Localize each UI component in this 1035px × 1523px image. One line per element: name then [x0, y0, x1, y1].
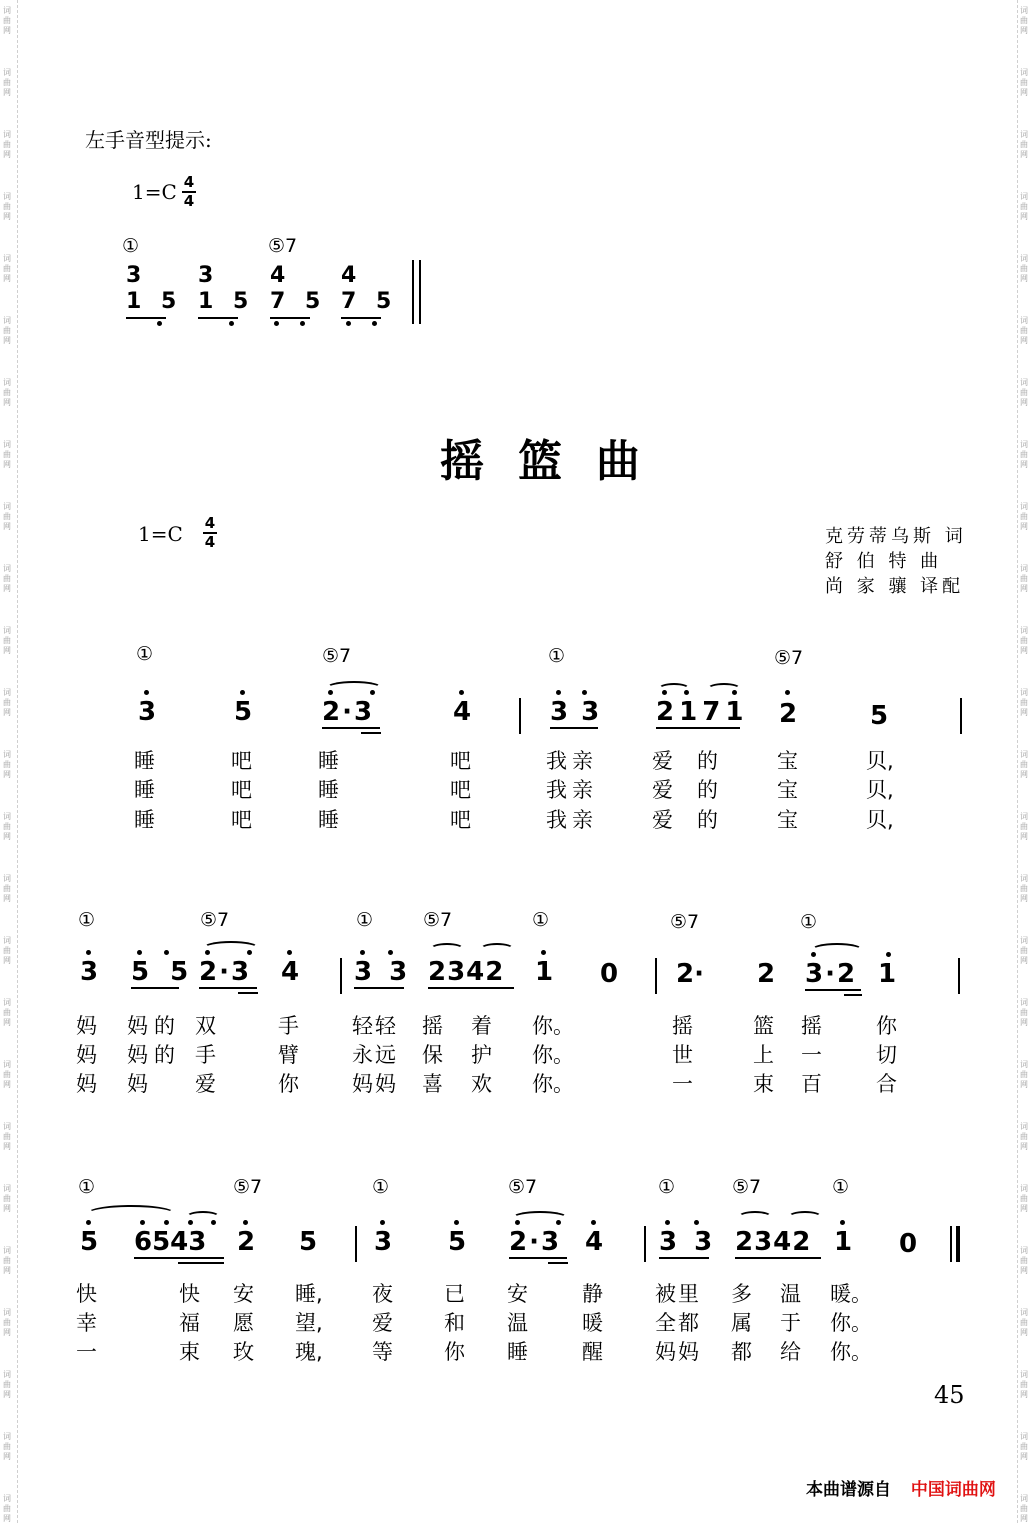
- lyric: 爱: [372, 1311, 393, 1335]
- lyric: 愿: [233, 1311, 254, 1335]
- final-barline-thin: [950, 1226, 952, 1262]
- lyric: 宝: [777, 749, 798, 773]
- beam: [178, 1262, 224, 1264]
- watermark-text: 词曲网: [1020, 1432, 1028, 1461]
- watermark-text: 词曲网: [3, 130, 11, 159]
- beam: [131, 987, 179, 989]
- lyric: 瑰,: [295, 1340, 323, 1364]
- watermark-text: 词曲网: [3, 378, 11, 407]
- watermark-text: 词曲网: [1020, 874, 1028, 903]
- high-octave-dot: [541, 950, 546, 955]
- hint-beam: [126, 317, 166, 319]
- lyric: 上: [753, 1043, 774, 1067]
- note: 4: [453, 697, 472, 727]
- beam: [509, 1257, 567, 1259]
- final-barline-thick: [956, 1226, 960, 1262]
- watermark-text: 词曲网: [3, 316, 11, 345]
- high-octave-dot: [86, 950, 91, 955]
- high-octave-dot: [243, 1220, 248, 1225]
- barline: [644, 1226, 646, 1262]
- lyric: 束: [179, 1340, 200, 1364]
- lyric: 手: [195, 1043, 216, 1067]
- lyric: 静: [582, 1282, 603, 1306]
- watermark-text: 词曲网: [3, 626, 11, 655]
- beam: [354, 987, 404, 989]
- watermark-text: 词曲网: [1020, 1122, 1028, 1151]
- watermark-text: 词曲网: [1020, 936, 1028, 965]
- lyric: 给: [780, 1340, 801, 1364]
- watermark-text: 词曲网: [3, 1122, 11, 1151]
- lyric: 妈的: [127, 1043, 181, 1067]
- watermark-text: 词曲网: [3, 1370, 11, 1399]
- hint-note-bottom: 7 5: [270, 289, 327, 314]
- lyric: 吧: [450, 749, 471, 773]
- watermark-text: 词曲网: [1020, 502, 1028, 531]
- credit-translator: 尚 家 骧 译配: [825, 576, 965, 597]
- high-octave-dot: [840, 1220, 845, 1225]
- lyric: 着: [471, 1014, 492, 1038]
- watermark-text: 词曲网: [3, 1184, 11, 1213]
- note: 2342: [735, 1227, 812, 1257]
- slur: [203, 941, 259, 955]
- hint-note-bottom: 1 5: [198, 289, 255, 314]
- lyric: 安: [233, 1282, 254, 1306]
- hint-note-top: 3: [198, 263, 214, 288]
- barline: [340, 958, 342, 994]
- high-octave-dot: [582, 690, 587, 695]
- lyric: 合: [876, 1072, 897, 1096]
- hint-chord-2: ⑤7: [268, 235, 298, 257]
- song-time-signature: 4 4: [204, 514, 216, 551]
- beam: [548, 1262, 568, 1264]
- lyric: 快: [76, 1282, 97, 1306]
- lyric: 于: [780, 1311, 801, 1335]
- lyric: 幸: [76, 1311, 97, 1335]
- lyric: 摇: [801, 1014, 822, 1038]
- slur: [811, 943, 863, 957]
- right-watermark-column: [1017, 0, 1032, 1523]
- lyric: 贝,: [866, 749, 894, 773]
- lyric: 臂: [278, 1043, 299, 1067]
- note: 2 1 7 1: [656, 697, 742, 727]
- watermark-text: 词曲网: [1020, 564, 1028, 593]
- lyric: 你。: [830, 1340, 872, 1364]
- watermark-text: 词曲网: [1020, 68, 1028, 97]
- lyric: 吧: [450, 808, 471, 832]
- low-octave-dot: [372, 321, 377, 326]
- beam: [238, 992, 258, 994]
- hint-time-signature: 4 4: [183, 173, 195, 210]
- note: 0: [600, 959, 619, 989]
- lyric: 都: [731, 1340, 752, 1364]
- lyric: 束: [753, 1072, 774, 1096]
- lyric: 的: [697, 778, 718, 802]
- lyric: 睡: [318, 808, 339, 832]
- lyric: 妈: [76, 1014, 97, 1038]
- lyric: 世: [672, 1043, 693, 1067]
- watermark-text: 词曲网: [1020, 1370, 1028, 1399]
- note: 5: [448, 1227, 467, 1257]
- beam: [199, 987, 257, 989]
- chord-symbol: ⑤7: [423, 909, 453, 931]
- source-prefix: 本曲谱源自: [806, 1480, 891, 1500]
- barline: [419, 260, 421, 324]
- lyric: 多: [731, 1282, 752, 1306]
- high-octave-dot: [240, 690, 245, 695]
- lyric: 我亲: [546, 808, 598, 832]
- chord-symbol: ⑤7: [732, 1176, 762, 1198]
- low-octave-dot: [229, 321, 234, 326]
- lyric: 福: [179, 1311, 200, 1335]
- lyric: 暖: [582, 1311, 603, 1335]
- high-octave-dot: [459, 690, 464, 695]
- lyric: 睡: [134, 778, 155, 802]
- high-octave-dot: [360, 950, 365, 955]
- lyric: 夜: [372, 1282, 393, 1306]
- note: 1: [535, 957, 554, 987]
- watermark-text: 词曲网: [3, 1246, 11, 1275]
- watermark-text: 词曲网: [3, 750, 11, 779]
- lyric: 爱: [652, 749, 673, 773]
- chord-symbol: ①: [136, 643, 154, 665]
- watermark-text: 词曲网: [3, 998, 11, 1027]
- page-number: 45: [934, 1381, 965, 1409]
- note: 4: [281, 957, 300, 987]
- chord-symbol: ①: [78, 909, 96, 931]
- note: 4: [585, 1227, 604, 1257]
- high-octave-dot: [164, 950, 169, 955]
- watermark-text: 词曲网: [3, 688, 11, 717]
- lyric: 安: [507, 1282, 528, 1306]
- left-hand-hint-heading: 左手音型提示:: [85, 128, 212, 152]
- lyric: 属: [731, 1311, 752, 1335]
- lyric: 贝,: [866, 778, 894, 802]
- slur: [186, 1211, 220, 1223]
- slur: [658, 683, 690, 695]
- chord-symbol: ①: [658, 1176, 676, 1198]
- high-octave-dot: [380, 1220, 385, 1225]
- watermark-text: 词曲网: [1020, 998, 1028, 1027]
- lyric: 我亲: [546, 749, 598, 773]
- note: 2: [757, 959, 776, 989]
- low-octave-dot: [346, 321, 351, 326]
- watermark-text: 词曲网: [3, 564, 11, 593]
- chord-symbol: ⑤7: [670, 911, 700, 933]
- lyric: 妈: [76, 1072, 97, 1096]
- beam: [805, 989, 861, 991]
- hint-note-top: 3: [126, 263, 142, 288]
- note: 2·3: [509, 1227, 562, 1257]
- note: 3: [374, 1227, 393, 1257]
- note: 0: [899, 1229, 918, 1259]
- high-octave-dot: [144, 690, 149, 695]
- barline: [960, 698, 962, 734]
- lyric: 已: [444, 1282, 465, 1306]
- watermark-text: 词曲网: [1020, 6, 1028, 35]
- slur: [326, 681, 382, 695]
- lyric: 我亲: [546, 778, 598, 802]
- hint-note-top: 4: [270, 263, 286, 288]
- hint-beam: [270, 317, 310, 319]
- note: 3 3: [659, 1227, 717, 1257]
- watermark-text: 词曲网: [1020, 192, 1028, 221]
- beam: [550, 727, 598, 729]
- slur: [707, 683, 741, 695]
- barline: [958, 958, 960, 994]
- lyric: 妈妈: [655, 1340, 701, 1364]
- lyric: 你。: [532, 1043, 574, 1067]
- note: 3: [138, 697, 157, 727]
- note: 3 3: [550, 697, 602, 727]
- watermark-text: 词曲网: [3, 1494, 11, 1523]
- beam: [428, 987, 514, 989]
- lyric: 你。: [830, 1311, 872, 1335]
- lyric: 摇: [672, 1014, 693, 1038]
- lyric: 妈: [76, 1043, 97, 1067]
- chord-symbol: ①: [372, 1176, 390, 1198]
- hint-note-bottom: 7 5: [341, 289, 398, 314]
- credit-composer: 舒 伯 特 曲: [825, 551, 943, 572]
- lyric: 百: [801, 1072, 822, 1096]
- watermark-text: 词曲网: [3, 1308, 11, 1337]
- note: 5: [299, 1227, 318, 1257]
- watermark-text: 词曲网: [3, 1432, 11, 1461]
- beam: [656, 727, 740, 729]
- high-octave-dot: [556, 690, 561, 695]
- chord-symbol: ⑤7: [322, 645, 352, 667]
- lyric: 摇: [422, 1014, 443, 1038]
- lyric: 望,: [295, 1311, 323, 1335]
- watermark-text: 词曲网: [3, 936, 11, 965]
- chord-symbol: ⑤7: [233, 1176, 263, 1198]
- lyric: 温: [507, 1311, 528, 1335]
- chord-symbol: ①: [832, 1176, 850, 1198]
- hint-beam: [341, 317, 381, 319]
- note: 5: [234, 697, 253, 727]
- lyric: 睡: [318, 778, 339, 802]
- hint-beam: [198, 317, 238, 319]
- watermark-text: 词曲网: [1020, 1184, 1028, 1213]
- lyric: 玫: [233, 1340, 254, 1364]
- lyric: 爱: [652, 808, 673, 832]
- lyric: 双: [195, 1014, 216, 1038]
- song-title: 摇篮曲: [440, 436, 674, 487]
- lyric: 一: [76, 1340, 97, 1364]
- watermark-text: 词曲网: [1020, 1246, 1028, 1275]
- watermark-text: 词曲网: [1020, 440, 1028, 469]
- watermark-text: 词曲网: [1020, 378, 1028, 407]
- note: 3: [80, 957, 99, 987]
- chord-symbol: ①: [78, 1176, 96, 1198]
- beam: [361, 732, 381, 734]
- lyric: 快: [179, 1282, 200, 1306]
- note: 1: [878, 959, 897, 989]
- beam: [134, 1257, 224, 1259]
- lyric: 保: [422, 1043, 443, 1067]
- watermark-text: 词曲网: [1020, 130, 1028, 159]
- lyric: 贝,: [866, 808, 894, 832]
- watermark-text: 词曲网: [3, 812, 11, 841]
- watermark-text: 词曲网: [1020, 1308, 1028, 1337]
- lyric: 喜: [422, 1072, 443, 1096]
- hint-note-bottom: 1 5: [126, 289, 183, 314]
- lyric: 爱: [195, 1072, 216, 1096]
- watermark-text: 词曲网: [3, 6, 11, 35]
- chord-symbol: ①: [356, 909, 374, 931]
- lyric: 被里: [655, 1282, 701, 1306]
- barline: [355, 1226, 357, 1262]
- lyric: 妈的: [127, 1014, 181, 1038]
- source-site-link[interactable]: 中国词曲网: [910, 1480, 996, 1500]
- lyric: 你: [278, 1072, 299, 1096]
- watermark-text: 词曲网: [1020, 688, 1028, 717]
- note: 6543: [134, 1227, 207, 1257]
- slur: [430, 943, 464, 955]
- barline: [412, 260, 414, 324]
- credit-lyricist: 克劳蒂乌斯 词: [825, 526, 967, 547]
- lyric: 宝: [777, 808, 798, 832]
- slur: [738, 1211, 772, 1223]
- high-octave-dot: [694, 1220, 699, 1225]
- lyric: 切: [876, 1043, 897, 1067]
- song-key-signature: 1=C: [138, 522, 183, 546]
- watermark-text: 词曲网: [1020, 626, 1028, 655]
- lyric: 妈妈: [352, 1072, 398, 1096]
- lyric: 暖。: [830, 1282, 872, 1306]
- slur: [512, 1211, 568, 1225]
- high-octave-dot: [591, 1220, 596, 1225]
- lyric: 睡: [318, 749, 339, 773]
- chord-symbol: ①: [800, 911, 818, 933]
- lyric: 和: [444, 1311, 465, 1335]
- low-octave-dot: [300, 321, 305, 326]
- slur: [480, 943, 514, 955]
- chord-symbol: ①: [532, 909, 550, 931]
- note: 2·3: [322, 697, 375, 727]
- hint-chord-1: ①: [122, 235, 140, 257]
- watermark-text: 词曲网: [3, 254, 11, 283]
- watermark-text: 词曲网: [3, 440, 11, 469]
- watermark-text: 词曲网: [1020, 1060, 1028, 1089]
- lyric: 篮: [753, 1014, 774, 1038]
- note: 1: [834, 1227, 853, 1257]
- chord-symbol: ⑤7: [200, 909, 230, 931]
- note: 5: [870, 701, 889, 731]
- lyric: 吧: [231, 749, 252, 773]
- high-octave-dot: [287, 950, 292, 955]
- lyric: 吧: [231, 778, 252, 802]
- watermark-text: 词曲网: [3, 68, 11, 97]
- beam: [659, 1257, 709, 1259]
- lyric: 妈: [127, 1072, 154, 1096]
- lyric: 你。: [532, 1072, 574, 1096]
- lyric: 一: [672, 1072, 693, 1096]
- lyric: 睡: [507, 1340, 528, 1364]
- watermark-text: 词曲网: [1020, 254, 1028, 283]
- high-octave-dot: [665, 1220, 670, 1225]
- lyric: 护: [471, 1043, 492, 1067]
- lyric: 睡,: [295, 1282, 323, 1306]
- left-watermark-column: [3, 0, 18, 1523]
- beam: [844, 994, 862, 996]
- note: 2: [779, 699, 798, 729]
- credits: [825, 524, 967, 599]
- lyric: 吧: [231, 808, 252, 832]
- lyric: 欢: [471, 1072, 492, 1096]
- high-octave-dot: [454, 1220, 459, 1225]
- chord-symbol: ①: [548, 645, 566, 667]
- lyric: 的: [697, 808, 718, 832]
- lyric: 全都: [655, 1311, 701, 1335]
- lyric: 手: [278, 1014, 299, 1038]
- note: 3 3: [354, 957, 412, 987]
- low-octave-dot: [157, 321, 162, 326]
- lyric: 宝: [777, 778, 798, 802]
- watermark-text: 词曲网: [3, 1060, 11, 1089]
- lyric: 温: [780, 1282, 801, 1306]
- note: 3·2: [805, 959, 858, 989]
- lyric: 永远: [352, 1043, 398, 1067]
- watermark-text: 词曲网: [3, 192, 11, 221]
- watermark-text: 词曲网: [1020, 316, 1028, 345]
- chord-symbol: ⑤7: [508, 1176, 538, 1198]
- note: 2342: [428, 957, 505, 987]
- note: 2·: [676, 959, 704, 989]
- barline: [655, 958, 657, 994]
- lyric: 轻轻: [352, 1014, 398, 1038]
- watermark-text: 词曲网: [3, 502, 11, 531]
- watermark-text: 词曲网: [3, 874, 11, 903]
- lyric: 一: [801, 1043, 822, 1067]
- watermark-text: 词曲网: [1020, 750, 1028, 779]
- low-octave-dot: [274, 321, 279, 326]
- high-octave-dot: [785, 690, 790, 695]
- high-octave-dot: [388, 950, 393, 955]
- source-footer: [806, 1475, 996, 1500]
- lyric: 睡: [134, 808, 155, 832]
- watermark-text: 词曲网: [1020, 1494, 1028, 1523]
- beam: [322, 727, 380, 729]
- note: 5 5: [131, 957, 195, 987]
- lyric: 你。: [532, 1014, 574, 1038]
- lyric: 等: [372, 1340, 393, 1364]
- lyric: 吧: [450, 778, 471, 802]
- note: 2·3: [199, 957, 252, 987]
- hint-key-signature: 1=C: [132, 180, 177, 204]
- lyric: 的: [697, 749, 718, 773]
- watermark-text: 词曲网: [1020, 812, 1028, 841]
- lyric: 睡: [134, 749, 155, 773]
- lyric: 你: [444, 1340, 465, 1364]
- beam: [735, 1257, 821, 1259]
- high-octave-dot: [886, 952, 891, 957]
- slur: [788, 1211, 822, 1223]
- lyric: 爱: [652, 778, 673, 802]
- barline: [519, 698, 521, 734]
- note: 2: [237, 1227, 256, 1257]
- note: 5: [80, 1227, 99, 1257]
- chord-symbol: ⑤7: [774, 647, 804, 669]
- lyric: 醒: [582, 1340, 603, 1364]
- lyric: 你: [876, 1014, 897, 1038]
- slur: [86, 1205, 176, 1223]
- high-octave-dot: [137, 950, 142, 955]
- hint-note-top: 4: [341, 263, 357, 288]
